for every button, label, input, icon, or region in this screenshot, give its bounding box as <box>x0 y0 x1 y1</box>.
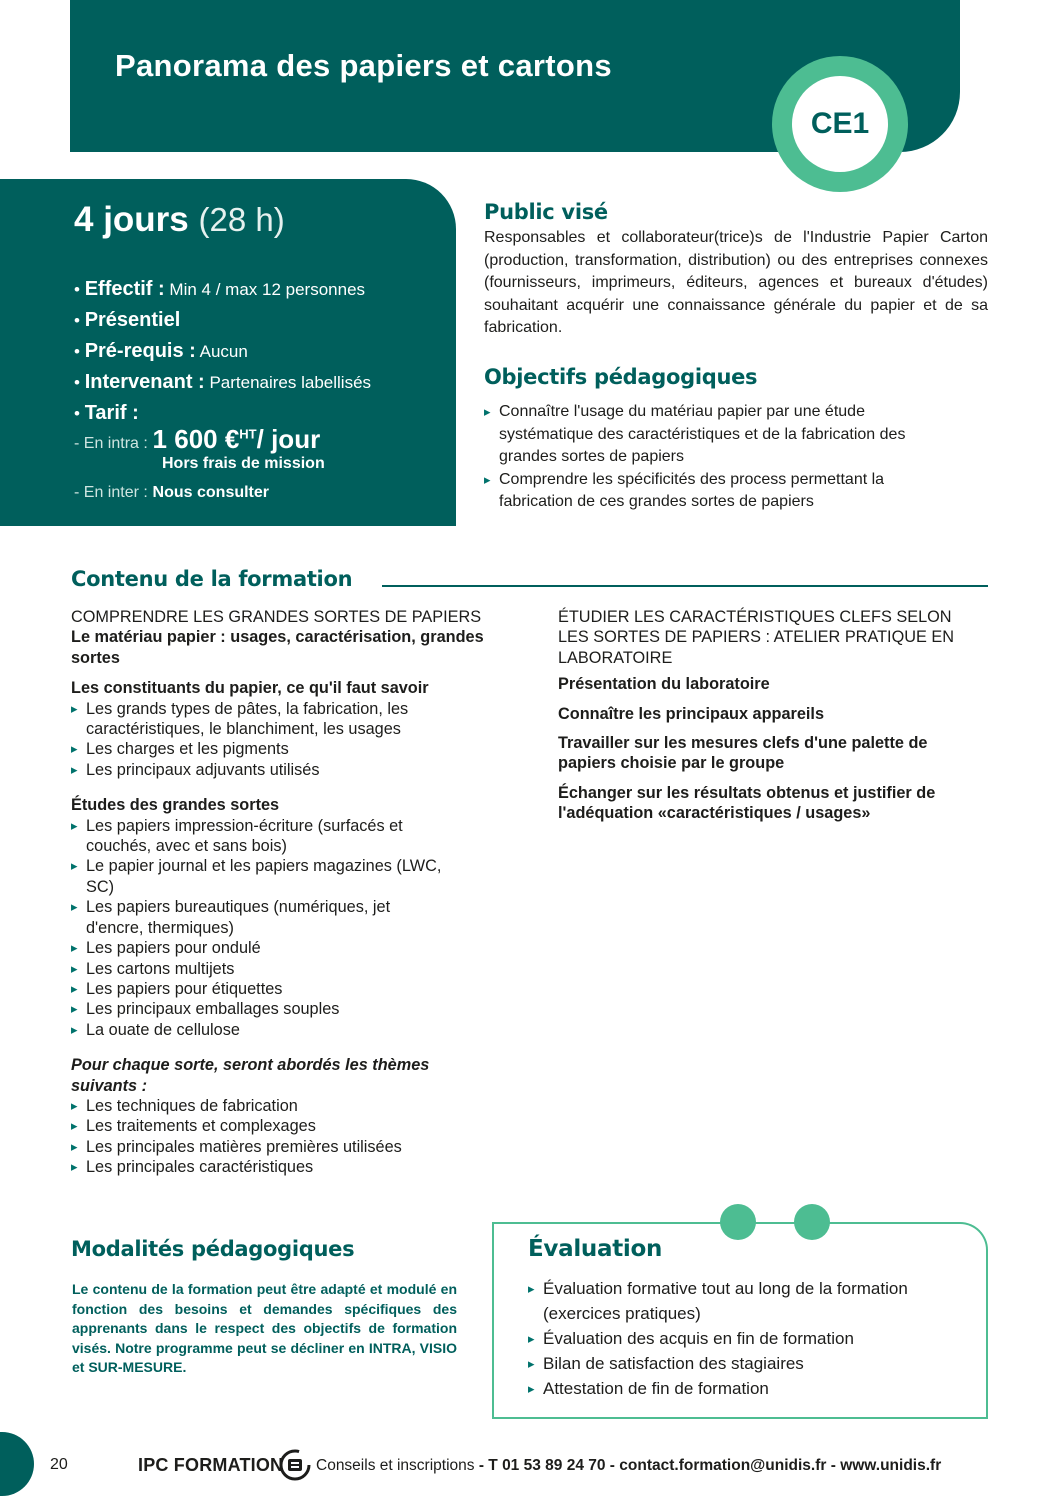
list-item: ▸ Les cartons multijets <box>71 959 451 979</box>
group2-list <box>71 816 451 1040</box>
page-title: Panorama des papiers et cartons <box>115 48 612 83</box>
info-presentiel: • Présentiel <box>74 309 181 331</box>
prerequis-label: Pré-requis : <box>84 340 196 362</box>
list-item: ▸ Évaluation des acquis en fin de formation <box>528 1326 958 1351</box>
intervenant-value: Partenaires labellisés <box>209 373 372 392</box>
right-item: Travailler sur les mesures clefs d'une palette de papiers choisie par le groupe <box>558 734 928 773</box>
inter-label: - En inter : <box>74 484 148 501</box>
brand-name: IPC FORMATION <box>138 1455 284 1475</box>
contact-details: - T 01 53 89 24 70 - contact.formation@unidis.fr - www.unidis.fr <box>474 1457 942 1474</box>
group1-title: Les constituants du papier, ce qu'il faut savoir <box>71 679 429 698</box>
group2-title: Études des grandes sortes <box>71 796 280 815</box>
list-item: ▸ Les papiers bureautiques (numériques, jet d'encre, thermiques) <box>71 897 451 938</box>
right-heading: ÉTUDIER LES CARACTÉRISTIQUES CLEFS SELON LES SORTES DE PAPIERS : ATELIER PRATIQUE EN LABORATOIRE <box>558 608 954 667</box>
intra-label: - En intra : <box>74 435 148 452</box>
list-item: ▸ Les papiers impression-écriture (surfacés et couchés, avec et sans bois) <box>71 816 451 857</box>
group3-title: Pour chaque sorte, seront abordés les thèmes suivants : <box>71 1056 430 1095</box>
right-item: Connaître les principaux appareils <box>558 704 825 723</box>
intra-note: Hors frais de mission <box>162 455 325 472</box>
duration <box>74 200 285 240</box>
list-item: ▸ Les principaux emballages souples <box>71 999 451 1019</box>
contenu-right-column <box>558 607 978 824</box>
info-intra <box>74 424 320 455</box>
list-item: ▸ Comprendre les spécificités des process permettant la fabrication de ces grandes sortes de papiers <box>484 469 954 514</box>
list-item: ▸ Le papier journal et les papiers magazines (LWC, SC) <box>71 856 451 897</box>
left-subheading: Le matériau papier : usages, caractérisation, grandes sortes <box>71 628 484 667</box>
list-item: ▸ Les techniques de fabrication <box>71 1096 511 1116</box>
page-number: 20 <box>50 1456 68 1473</box>
info-prerequis: • Pré-requis : Aucun <box>74 340 248 362</box>
evaluation-title: Évaluation <box>528 1236 663 1262</box>
list-item: ▸ Attestation de fin de formation <box>528 1376 958 1401</box>
contenu-title: Contenu de la formation <box>71 567 353 591</box>
public-text: Responsables et collaborateur(trice)s de l'Industrie Papier Carton (production, transformation, distribution) ou des entreprises connexes (fournisseurs, imprimeurs, éditeurs, agences et bureaux d'études) souhaitant acquérir une connaissance générale du papier et de sa fabrication. <box>484 229 988 336</box>
contenu-left-column <box>71 607 511 1178</box>
intra-price-unit: / jour <box>256 424 321 454</box>
contact-info <box>316 1457 941 1475</box>
contact-label: Conseils et inscriptions <box>316 1457 475 1474</box>
intra-price <box>153 424 321 454</box>
presentiel-label: Présentiel <box>84 309 181 331</box>
evaluation-box-right-border <box>986 1252 988 1419</box>
list-item: ▸ Les grands types de pâtes, la fabrication, les caractéristiques, le blanchiment, les usages <box>71 699 481 740</box>
group1-list <box>71 699 481 781</box>
list-item: ▸ Les principales caractéristiques <box>71 1157 511 1177</box>
footer-tab <box>0 1432 34 1496</box>
list-item: ▸ Bilan de satisfaction des stagiaires <box>528 1351 958 1376</box>
objectifs-list <box>484 401 954 514</box>
prerequis-value: Aucun <box>199 342 248 361</box>
modalites-text: Le contenu de la formation peut être adapté et modulé en fonction des besoins et demandes spécifiques des apprenants dans le respect des objectifs de formation visés. Notre programme peut se décliner en INTRA, VISIO et SUR-MESURE. <box>72 1281 457 1376</box>
group3-list <box>71 1096 511 1178</box>
effectif-value: Min 4 / max 12 personnes <box>169 280 366 299</box>
section-rule <box>382 585 988 587</box>
evaluation-box-top-border <box>492 1222 958 1224</box>
list-item: ▸ Les principales matières premières utilisées <box>71 1137 511 1157</box>
list-item: ▸ Les traitements et complexages <box>71 1116 511 1136</box>
info-intervenant: • Intervenant : Partenaires labellisés <box>74 371 372 393</box>
objectifs-title: Objectifs pédagogiques <box>484 365 758 389</box>
list-item: ▸ Les charges et les pigments <box>71 739 481 759</box>
course-code-badge: CE1 <box>792 76 888 172</box>
inter-value: Nous consulter <box>152 484 270 501</box>
evaluation-list <box>528 1276 958 1401</box>
duration-hours: (28 h) <box>198 201 285 238</box>
info-effectif: • Effectif : Min 4 / max 12 personnes <box>74 278 366 300</box>
list-item: ▸ Évaluation formative tout au long de la formation (exercices pratiques) <box>528 1276 958 1326</box>
list-item: ▸ Les papiers pour ondulé <box>71 938 451 958</box>
tarif-label: Tarif : <box>84 402 139 424</box>
left-heading: COMPRENDRE LES GRANDES SORTES DE PAPIERS <box>71 608 482 626</box>
list-item: ▸ Les principaux adjuvants utilisés <box>71 760 481 780</box>
effectif-label: Effectif : <box>84 278 165 300</box>
public-title: Public visé <box>484 200 608 224</box>
phone-logo-icon <box>278 1448 312 1482</box>
duration-days: 4 jours <box>74 200 189 239</box>
right-item: Présentation du laboratoire <box>558 675 770 694</box>
info-inter <box>74 482 269 502</box>
list-item: ▸ La ouate de cellulose <box>71 1020 451 1040</box>
intra-price-ht: HT <box>239 426 257 442</box>
list-item: ▸ Les papiers pour étiquettes <box>71 979 451 999</box>
intervenant-label: Intervenant : <box>84 371 205 393</box>
modalites-title: Modalités pédagogiques <box>71 1237 355 1261</box>
list-item: ▸ Connaître l'usage du matériau papier par une étude systématique des caractéristiques et de la fabrication des grandes sortes de papiers <box>484 401 954 469</box>
info-tarif: • Tarif : <box>74 402 139 424</box>
intra-price-amount: 1 600 € <box>152 424 240 454</box>
right-item: Échanger sur les résultats obtenus et justifier de l'adéquation «caractéristiques / usages» <box>558 783 936 823</box>
